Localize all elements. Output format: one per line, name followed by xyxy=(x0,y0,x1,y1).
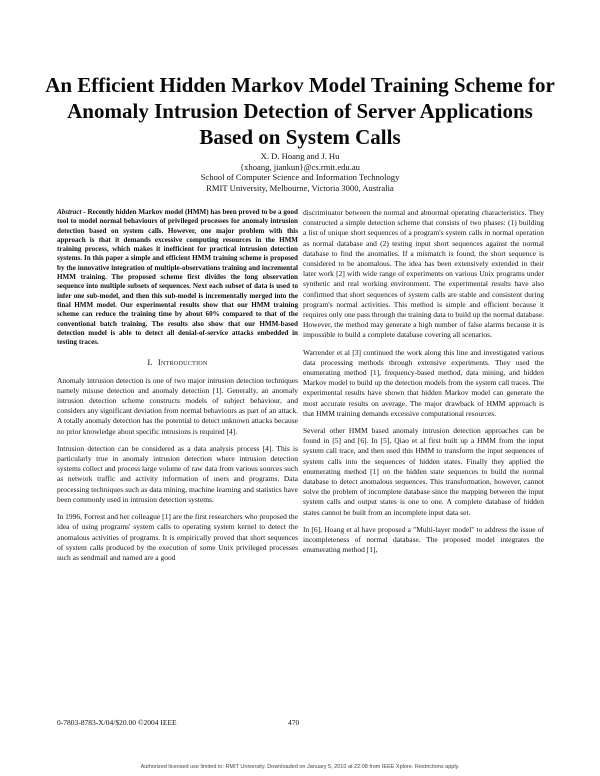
right-column xyxy=(303,208,544,563)
section-heading xyxy=(57,357,298,367)
author-block xyxy=(100,151,500,193)
abstract-text: - Recently hidden Markov model (HMM) has been proved to be a good tool to model normal behaviours of privileged processes for anomaly intrusion detection based on system calls. However, one major problem with this approach is that it demands excessive computing resources in the HMM training process, which makes it inefficient for practical intrusion detection systems. In this paper a simple and efficient HMM training scheme is proposed by the innovative integration of multiple-observations training and incremental HMM training. The proposed scheme first divides the long observation sequence into multiple subsets of sequences. Next each subset of data is used to infer one sub-model, and then this sub-model is incrementally merged into the final HMM model. Our experimental results show that our HMM training scheme can reduce the training time by about 60% compared to that of the conventional batch training. The results also show that our HMM-based detection model is able to detect all denial-of-service attacks embedded in testing traces. xyxy=(57,208,299,347)
paper-title: An Efficient Hidden Markov Model Training Scheme for Anomaly Intrusion Detection of Server Applications Based on System Calls xyxy=(45,73,555,149)
body-paragraph: Several other HMM based anomaly intrusion detection approaches can be found in [5] and [6]. In [5], Qiao et al first built up a HMM from the input system call trace, and then used this HMM to transform the input sequences of system calls into the sequences of hidden states. Finally they applied the enumerating method [1] on the hidden state sequences to build the normal database to detect anomalous sequences. This transformation, however, cannot solve the problem of incomplete database since the mapping between the input system calls and output states is one to one. A complete database of hidden states cannot be built from an incomplete input data set. xyxy=(303,426,544,517)
author-names: X. D. Hoang and J. Hu xyxy=(260,151,340,161)
section-title: Introduction xyxy=(157,357,208,368)
intro-paragraph: In 1996, Forrest and her colleague [1] are the first researchers who proposed the idea of using programs' system calls to operating system kernel to detect the anomalous activities of programs. It is empirically proved that short sequences of system calls produced by the execution of some Unix privileged processes such as sendmail and named are a good xyxy=(57,512,298,562)
intro-paragraph: Intrusion detection can be considered as a data analysis process [4]. This is particularly true in anomaly intrusion detection where intrusion detection systems collect and process large volume of raw data from various sources such as network traffic and activity information of users and programs. Data processing techniques such as data mining, machine learning and statistics have been commonly used in intrusion detection systems. xyxy=(57,443,298,504)
section-number: I. xyxy=(147,357,153,368)
left-column xyxy=(57,208,298,570)
license-notice: Authorized licensed use limited to: RMIT University. Downloaded on January 5, 2010 at 22:08 from IEEE Xplore. Restrictions apply. xyxy=(140,764,460,770)
intro-paragraph: Anomaly intrusion detection is one of two major intrusion detection techniques namely misuse detection and anomaly detection [1]. Generally, an anomaly intrusion detection scheme constructs models of subject behaviour, and considers any significant deviation from normal behaviours as part of an attack. A totally anomaly detection has the potential to detect unknown attacks because no prior knowledge about specific intrusions is required [4]. xyxy=(57,375,298,436)
page-number: 470 xyxy=(288,718,300,727)
abstract xyxy=(57,208,298,347)
author-school: School of Computer Science and Information Technology xyxy=(200,172,400,182)
body-paragraph: discriminator between the normal and abnormal operating characteristics. They constructed a simple detection scheme that consists of two phases: (1) building a list of unique short sequences of a program's system calls in normal operation as normal database and (2) testing input short sequences against the normal database to find the anomalies. If a mismatch is found, the short sequence is considered to be anomalous. The idea has been extensively extended in their later work [2] with wide range of experiments on various Unix programs under synthetic and real working environment. The experimental results have also confirmed that short sequences of system calls are stable and consistent during program's normal activities. This method is simple and efficient because it requires only one pass through the training data to build up the normal database. However, the method may generate a high number of false alarms because it is impossible to build a complete database covering all scenarios. xyxy=(303,208,544,340)
body-paragraph: Warrender et al [3] continued the work along this line and investigated various data processing methods through extensive experiments. They used the enumerating method [1], frequency-based method, data mining, and hidden Markov model to build up the detection models from the system call traces. The experimental results have shown that hidden Markov model can generate the most accurate results on average. The major drawback of HMM approach is that HMM training demands excessive computational resources. xyxy=(303,347,544,418)
isbn-footer: 0-7803-8783-X/04/$20.00 ©2004 IEEE xyxy=(57,718,177,727)
author-emails: {xhoang, jiankun}@cs.rmit.edu.au xyxy=(240,161,360,172)
body-paragraph: In [6], Hoang et al have proposed a "Multi-layer model" to address the issue of incompleteness of normal database. The proposed model integrates the enumerating method [1], xyxy=(303,524,544,555)
author-university: RMIT University, Melbourne, Victoria 3000, Australia xyxy=(206,182,394,193)
abstract-label: Abstract xyxy=(57,208,82,216)
